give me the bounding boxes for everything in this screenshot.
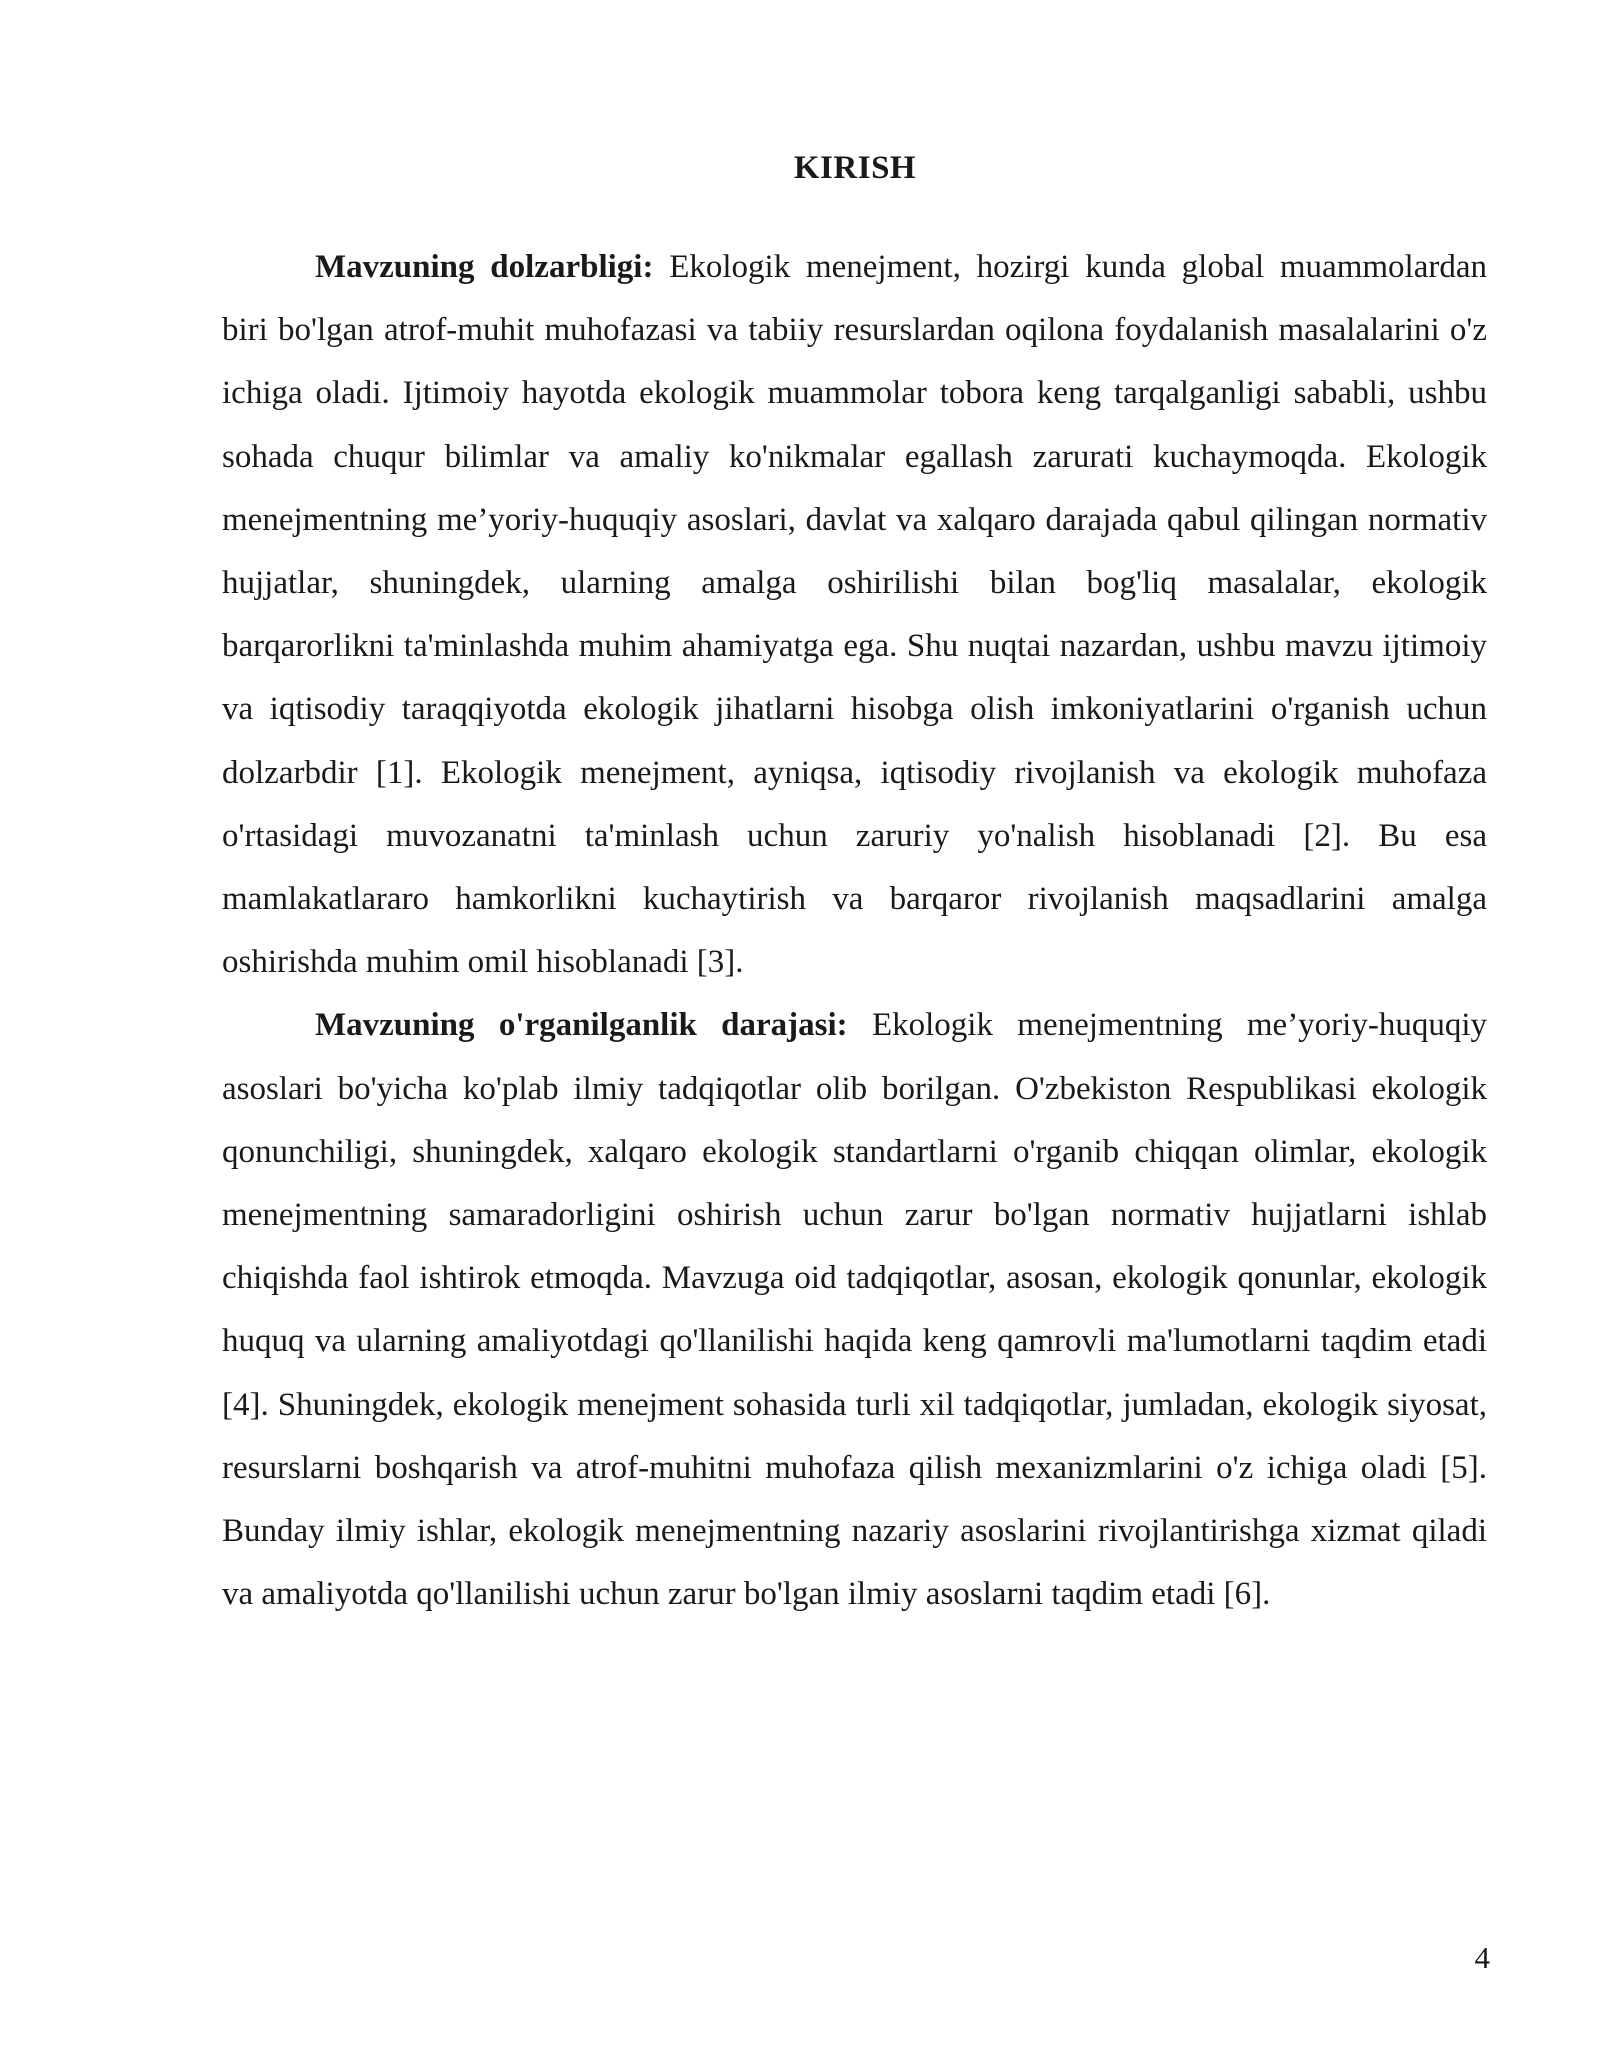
paragraph-lead: Mavzuning dolzarbligi: bbox=[315, 249, 654, 285]
paragraph-text: Ekologik menejmentning me’yoriy-huquqiy asoslari bo'yicha ko'plab ilmiy tadqiqotlar olib borilgan. O'zbekiston Respublikasi ekologik qonunchiligi, shuningdek, xalqaro ekologik standartlarni o'rganib chiqqan olimlar, ekologik menejmentning samaradorligini oshirish uchun zarur bo'lgan normativ hujjatlarni ishlab chiqishda faol ishtirok etmoqda. Mavzuga oid tadqiqotlar, asosan, ekologik qonunlar, ekologik huquq va ularning amaliyotdagi qo'llanilishi haqida keng qamrovli ma'lumotlarni taqdim etadi [4]. Shuningdek, ekologik menejment sohasida turli xil tadqiqotlar, jumladan, ekologik siyosat, resurslarni boshqarish va atrof-muhitni muhofaza qilish mexanizmlarini o'z ichiga oladi [5]. Bunday ilmiy ishlar, ekologik menejmentning nazariy asoslarini rivojlantirishga xizmat qiladi va amaliyotda qo'llanilishi uchun zarur bo'lgan ilmiy asoslarni taqdim etadi [6]. bbox=[222, 1007, 1487, 1613]
body-text bbox=[222, 236, 1487, 1626]
paragraph-relevance bbox=[222, 236, 1487, 994]
page-title: KIRISH bbox=[793, 150, 917, 186]
paragraph-text: Ekologik menejment, hozirgi kunda global muammolardan biri bo'lgan atrof-muhit muhofazasi va tabiiy resurslardan oqilona foydalanish masalalarini o'z ichiga oladi. Ijtimoiy hayotda ekologik muammolar tobora keng tarqalganligi sababli, ushbu sohada chuqur bilimlar va amaliy ko'nikmalar egallash zarurati kuchaymoqda. Ekologik menejmentning me’yoriy-huquqiy asoslari, davlat va xalqaro darajada qabul qilingan normativ hujjatlar, shuningdek, ularning amalga oshirilishi bilan bog'liq masalalar, ekologik barqarorlikni ta'minlashda muhim ahamiyatga ega. Shu nuqtai nazardan, ushbu mavzu ijtimoiy va iqtisodiy taraqqiyotda ekologik jihatlarni hisobga olish imkoniyatlarini o'rganish uchun dolzarbdir [1]. Ekologik menejment, ayniqsa, iqtisodiy rivojlanish va ekologik muhofaza o'rtasidagi muvozanatni ta'minlash uchun zaruriy yo'nalish hisoblanadi [2]. Bu esa mamlakatlararo hamkorlikni kuchaytirish va barqaror rivojlanish maqsadlarini amalga oshirishda muhim omil hisoblanadi [3]. bbox=[222, 249, 1487, 981]
paragraph-lead: Mavzuning o'rganilganlik darajasi: bbox=[315, 1007, 848, 1044]
page-number: 4 bbox=[1474, 1940, 1490, 1975]
paragraph-study-degree bbox=[222, 994, 1487, 1626]
